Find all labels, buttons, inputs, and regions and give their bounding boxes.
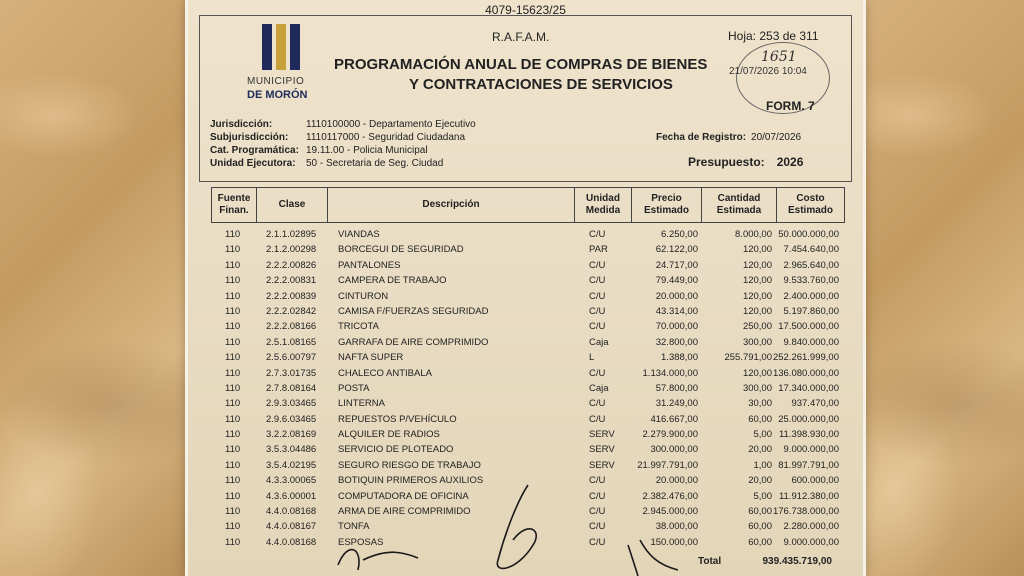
logo-text-line2: DE MORÓN [247,89,308,101]
cell-unidad: SERV [589,429,615,441]
col-header-descripcion: Descripción [328,188,575,222]
cell-fuente: 110 [225,229,241,240]
cell-costo: 937.470,00 [791,398,839,410]
table-row [211,304,843,319]
cell-precio: 20.000,00 [655,475,698,487]
cell-descripcion: ESPOSAS [338,536,384,548]
cell-costo: 9.533.760,00 [783,275,839,287]
cell-unidad: L [589,352,595,364]
cell-descripcion: REPUESTOS P/VEHÍCULO [338,413,457,425]
table-row [211,258,843,273]
cell-descripcion: LINTERNA [338,398,385,410]
table-row [211,489,843,504]
cell-fuente: 110 [225,352,241,364]
cell-precio: 24.717,00 [655,259,698,271]
info-cat-programatica: Cat. Programática: 19.11.00 - Policia Municipal [210,145,428,156]
table-row [211,381,843,396]
cell-descripcion: CINTURON [338,290,389,302]
cell-clase: 4.4.0.08168 [266,506,317,518]
cell-fuente: 110 [225,290,241,302]
cell-descripcion: BOTIQUIN PRIMEROS AUXILIOS [338,475,484,487]
cell-precio: 62.122,00 [655,244,698,256]
cell-precio: 31.249,00 [655,398,698,410]
cell-unidad: C/U [589,259,606,271]
cell-cantidad: 250,00 [742,321,772,333]
cell-precio: 1.134.000,00 [642,367,698,379]
cell-fuente: 110 [225,536,241,548]
cell-clase: 2.1.1.02895 [266,229,317,240]
cell-precio: 416.667,00 [650,413,698,425]
cell-fuente: 110 [225,336,241,348]
form-number: FORM. 7 [766,99,815,113]
cell-cantidad: 30,00 [748,398,772,410]
cell-unidad: C/U [589,536,606,548]
cell-cantidad: 20,00 [748,475,772,487]
cell-costo: 5.197.860,00 [783,305,839,317]
cell-clase: 2.2.2.00826 [266,259,317,271]
cell-costo: 81.997.791,00 [778,459,839,471]
cell-fuente: 110 [225,244,241,256]
system-label: R.A.F.A.M. [492,30,550,44]
sand-background-right [864,0,1024,576]
table-body [211,227,843,550]
cell-clase: 2.9.6.03465 [266,413,317,425]
cell-descripcion: CHALECO ANTIBALA [338,367,432,379]
document-title-line1: PROGRAMACIÓN ANUAL DE COMPRAS DE BIENES [334,56,708,73]
cell-fuente: 110 [225,475,241,487]
document-title-line2: Y CONTRATACIONES DE SERVICIOS [409,76,673,93]
cell-descripcion: CAMPERA DE TRABAJO [338,275,447,287]
cell-fuente: 110 [225,367,241,379]
cell-clase: 2.2.2.00839 [266,290,317,302]
cell-clase: 4.3.3.00065 [266,475,317,487]
table-row [211,396,843,411]
cell-clase: 3.5.4.02195 [266,459,317,471]
cell-clase: 2.7.3.01735 [266,367,317,379]
cell-unidad: C/U [589,521,606,533]
cell-descripcion: TRICOTA [338,321,379,333]
cell-fuente: 110 [225,275,241,287]
logo-bar [262,24,272,70]
table-header [211,187,845,223]
table-row [211,427,843,442]
cell-costo: 11.398.930,00 [778,429,839,441]
cell-cantidad: 60,00 [748,413,772,425]
cell-clase: 3.5.3.04486 [266,444,317,456]
cell-clase: 2.9.3.03465 [266,398,317,410]
table-row [211,473,843,488]
cell-cantidad: 120,00 [742,259,772,271]
cell-unidad: C/U [589,229,606,240]
cell-descripcion: VIANDAS [338,229,380,240]
cell-clase: 3.2.2.08169 [266,429,317,441]
cell-precio: 21.997.791,00 [637,459,698,471]
cell-cantidad: 8.000,00 [735,229,772,240]
cell-costo: 7.454.640,00 [783,244,839,256]
cell-precio: 150.000,00 [650,536,698,548]
cell-costo: 9.840.000,00 [783,336,839,348]
cell-precio: 57.800,00 [655,382,698,394]
cell-costo: 11.912.380,00 [778,490,839,502]
cell-costo: 2.400.000,00 [783,290,839,302]
col-header-fuente: Fuente Finan. [212,188,257,222]
cell-clase: 4.3.6.00001 [266,490,317,502]
cell-precio: 20.000,00 [655,290,698,302]
header-box [199,15,852,182]
cell-fuente: 110 [225,506,241,518]
cell-descripcion: CAMISA F/FUERZAS SEGURIDAD [338,305,489,317]
cell-precio: 300.000,00 [650,444,698,456]
table-row [211,242,843,257]
cell-unidad: C/U [589,367,606,379]
fecha-registro: Fecha de Registro: 20/07/2026 [656,132,802,143]
cell-unidad: C/U [589,413,606,425]
cell-fuente: 110 [225,490,241,502]
cell-fuente: 110 [225,459,241,471]
cell-cantidad: 120,00 [742,244,772,256]
table-row [211,442,843,457]
cell-precio: 2.382.476,00 [642,490,698,502]
cell-clase: 2.5.6.00797 [266,352,317,364]
cell-fuente: 110 [225,321,241,333]
cell-unidad: Caja [589,336,609,348]
cell-precio: 2.945.000,00 [642,506,698,518]
cell-precio: 1.388,00 [661,352,698,364]
cell-unidad: C/U [589,321,606,333]
cell-precio: 70.000,00 [655,321,698,333]
col-header-costo: Costo Estimado [787,193,833,216]
cell-descripcion: POSTA [338,382,370,394]
municipio-logo [262,24,306,72]
cell-costo: 17.500.000,00 [778,321,839,333]
cell-clase: 4.4.0.08167 [266,521,317,533]
cell-descripcion: ALQUILER DE RADIOS [338,429,440,441]
cell-cantidad: 120,00 [742,305,772,317]
cell-unidad: PAR [589,244,608,256]
cell-costo: 9.000.000,00 [783,444,839,456]
cell-descripcion: COMPUTADORA DE OFICINA [338,490,469,502]
cell-cantidad: 5,00 [753,429,772,441]
cell-unidad: SERV [589,444,615,456]
cell-cantidad: 300,00 [742,382,772,394]
cell-cantidad: 300,00 [742,336,772,348]
cell-descripcion: NAFTA SUPER [338,352,404,364]
cell-cantidad: 60,00 [748,521,772,533]
cell-fuente: 110 [225,382,241,394]
info-jurisdiccion: Jurisdicción: 1110100000 - Departamento Ejecutivo [210,119,476,130]
logo-text-line1: MUNICIPIO [247,76,305,87]
cell-costo: 252.261.999,00 [772,352,839,364]
cell-unidad: C/U [589,490,606,502]
cell-descripcion: ARMA DE AIRE COMPRIMIDO [338,506,471,518]
table-row [211,458,843,473]
cell-unidad: Caja [589,382,609,394]
col-header-cantidad: Cantidad Estimada [702,188,777,222]
cell-descripcion: SEGURO RIESGO DE TRABAJO [338,459,481,471]
cell-cantidad: 5,00 [753,490,772,502]
presupuesto: Presupuesto: 2026 [688,155,804,169]
cell-cantidad: 120,00 [742,290,772,302]
table-row [211,289,843,304]
cell-precio: 38.000,00 [655,521,698,533]
cell-clase: 2.1.2.00298 [266,244,317,256]
cell-fuente: 110 [225,444,241,456]
cell-precio: 32.800,00 [655,336,698,348]
cell-precio: 43.314,00 [655,305,698,317]
cell-costo: 176.738.000,00 [772,506,839,518]
info-unidad-ejecutora: Unidad Ejecutora: 50 - Secretaria de Seg. Ciudad [210,158,444,169]
document-page [188,0,863,576]
table-row [211,519,843,534]
reference-number: 4079-15623/25 [485,3,566,17]
cell-cantidad: 20,00 [748,444,772,456]
cell-costo: 2.280.000,00 [783,521,839,533]
total-label: Total [698,556,722,567]
stamp-date: 21/07/2026 10:04 [729,66,807,77]
stamp-number: 1651 [761,49,797,65]
cell-unidad: C/U [589,275,606,287]
table-row [211,366,843,381]
col-header-clase: Clase [257,188,328,222]
cell-fuente: 110 [225,413,241,425]
cell-unidad: C/U [589,290,606,302]
cell-fuente: 110 [225,429,241,441]
cell-unidad: C/U [589,475,606,487]
table-row [211,227,843,242]
cell-cantidad: 120,00 [742,367,772,379]
total-value: 939.435.719,00 [762,556,832,567]
cell-clase: 2.7.8.08164 [266,382,317,394]
cell-costo: 50.000.000,00 [778,229,839,240]
cell-costo: 2.965.640,00 [783,259,839,271]
cell-descripcion: TONFA [338,521,370,533]
cell-clase: 2.2.2.02842 [266,305,317,317]
cell-descripcion: PANTALONES [338,259,401,271]
cell-fuente: 110 [225,305,241,317]
col-header-unidad: Unidad Medida [575,188,632,222]
cell-unidad: C/U [589,305,606,317]
table-row [211,504,843,519]
cell-cantidad: 60,00 [748,506,772,518]
cell-fuente: 110 [225,521,241,533]
page-indicator: Hoja: 253 de 311 [728,29,819,43]
cell-precio: 79.449,00 [655,275,698,287]
table-row [211,350,843,365]
table-row [211,412,843,427]
cell-clase: 4.4.0.08168 [266,536,317,548]
cell-clase: 2.2.2.00831 [266,275,317,287]
cell-costo: 17.340.000,00 [778,382,839,394]
cell-cantidad: 255.791,00 [724,352,772,364]
cell-costo: 9.000.000,00 [783,536,839,548]
cell-cantidad: 120,00 [742,275,772,287]
cell-unidad: SERV [589,459,615,471]
cell-precio: 6.250,00 [661,229,698,240]
table-row [211,335,843,350]
table-row [211,273,843,288]
sand-background-left [0,0,186,576]
cell-cantidad: 1,00 [753,459,772,471]
cell-costo: 600.000,00 [791,475,839,487]
cell-descripcion: GARRAFA DE AIRE COMPRIMIDO [338,336,489,348]
cell-clase: 2.5.1.08165 [266,336,317,348]
cell-costo: 136.080.000,00 [772,367,839,379]
cell-cantidad: 60,00 [748,536,772,548]
cell-costo: 25.000.000,00 [778,413,839,425]
table-row [211,535,843,550]
table-row [211,319,843,334]
cell-fuente: 110 [225,398,241,410]
logo-bar [290,24,300,70]
cell-fuente: 110 [225,259,241,271]
cell-unidad: C/U [589,398,606,410]
logo-bar [276,24,286,70]
cell-descripcion: BORCEGUI DE SEGURIDAD [338,244,464,256]
col-header-precio: Precio Estimado [632,188,702,222]
cell-clase: 2.2.2.08166 [266,321,317,333]
info-subjurisdiccion: Subjurisdicción: 1110117000 - Seguridad Ciudadana [210,132,466,143]
cell-precio: 2.279.900,00 [642,429,698,441]
cell-unidad: C/U [589,506,606,518]
cell-descripcion: SERVICIO DE PLOTEADO [338,444,454,456]
